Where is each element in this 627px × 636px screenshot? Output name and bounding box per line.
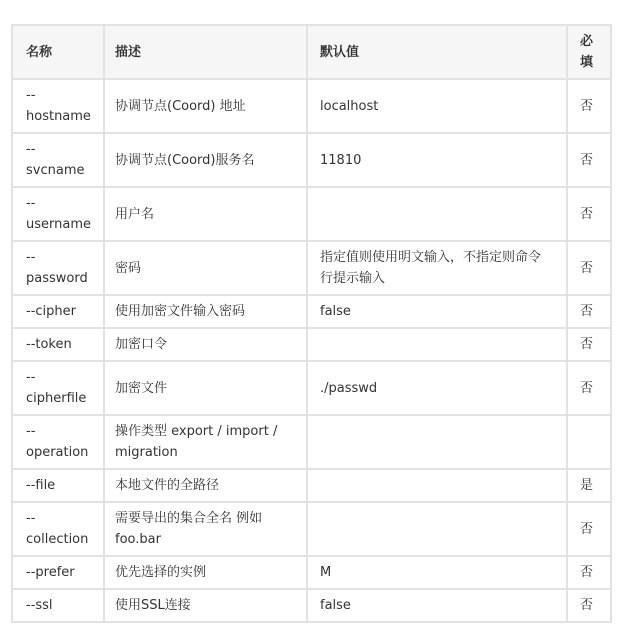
param-name: --username [26,196,91,232]
header-name-cell [12,25,104,79]
param-description-cell [104,241,307,295]
table-row [12,79,611,133]
param-description-cell [104,415,307,469]
param-default: 指定值则使用明文输入，不指定则命令行提示输入 [320,250,542,286]
param-required-cell [567,241,611,295]
param-default: localhost [320,98,379,114]
param-default [320,204,548,225]
param-name-cell [12,295,104,328]
param-description: 加密口令 [115,337,168,352]
param-required: 否 [580,152,594,168]
param-name-cell [12,589,104,622]
param-description: 协调节点(Coord) 地址 [115,98,246,114]
param-default: M [320,565,332,580]
param-name: --svcname [26,142,85,178]
param-name-cell [12,556,104,589]
param-name: --prefer [26,565,75,580]
param-name-cell [12,328,104,361]
param-description: 使用SSL连接 [115,598,191,613]
table-row [12,415,611,469]
table-row [12,502,611,556]
param-required: 否 [580,521,594,537]
table-row [12,556,611,589]
table-row [12,241,611,295]
param-description: 协调节点(Coord)服务名 [115,152,255,168]
header-name: 名称 [26,44,53,60]
param-default [320,475,548,496]
param-name: --cipherfile [26,370,87,406]
param-name: --cipher [26,304,76,319]
param-name-cell [12,469,104,502]
param-description: 密码 [115,260,142,276]
param-required: 否 [580,206,594,222]
param-description-cell [104,328,307,361]
param-default: false [320,304,351,319]
param-required: 否 [580,380,594,396]
param-description-cell [104,502,307,556]
header-default: 默认值 [320,44,360,60]
param-required: 否 [580,565,594,580]
param-name-cell [12,187,104,241]
param-default: 11810 [320,152,362,168]
param-default: false [320,598,351,613]
param-description-cell [104,361,307,415]
param-name-cell [12,79,104,133]
param-name: --token [26,337,72,352]
param-default-cell [307,556,567,589]
param-description-cell [104,556,307,589]
param-default-cell [307,133,567,187]
param-description-cell [104,133,307,187]
table-row [12,295,611,328]
param-default: ./passwd [320,380,378,396]
param-name-cell [12,415,104,469]
param-description: 需要导出的集合全名 例如 foo.bar [115,511,263,547]
param-name: --collection [26,511,89,547]
param-default-cell [307,589,567,622]
table-row [12,328,611,361]
param-default [320,334,548,355]
param-name-cell [12,361,104,415]
param-name-cell [12,133,104,187]
table-body [12,79,611,622]
param-default [320,519,548,540]
header-description-cell [104,25,307,79]
param-description-cell [104,79,307,133]
param-required: 否 [580,260,594,276]
param-required-cell [567,79,611,133]
param-required: 否 [580,98,594,114]
parameters-table [11,24,612,623]
param-required-cell [567,415,611,469]
param-description-cell [104,469,307,502]
param-required-cell [567,502,611,556]
param-required-cell [567,133,611,187]
param-required-cell [567,589,611,622]
param-name: --hostname [26,88,91,124]
param-default [320,432,548,453]
param-name: --operation [26,424,89,460]
header-description: 描述 [115,44,142,60]
header-required-cell [567,25,611,79]
param-required: 否 [580,598,594,613]
param-description-cell [104,589,307,622]
header-default-cell [307,25,567,79]
param-default-cell [307,361,567,415]
param-required: 是 [580,478,594,493]
param-description: 加密文件 [115,380,168,396]
param-name-cell [12,241,104,295]
param-default-cell [307,79,567,133]
param-name: --file [26,478,56,493]
param-description: 使用加密文件输入密码 [115,304,246,319]
param-required-cell [567,328,611,361]
table-row [12,361,611,415]
param-required-cell [567,187,611,241]
param-description: 优先选择的实例 [115,565,207,580]
table-row [12,469,611,502]
param-description-cell [104,295,307,328]
param-default-cell [307,415,567,469]
param-description: 本地文件的全路径 [115,478,220,493]
param-required-cell [567,556,611,589]
param-required-cell [567,361,611,415]
param-required [580,432,596,453]
param-required-cell [567,295,611,328]
param-description: 操作类型 export / import / migration [115,424,278,460]
param-default-cell [307,502,567,556]
header-required: 必填 [580,34,594,70]
param-default-cell [307,469,567,502]
table-header-row [12,25,611,79]
table-row [12,133,611,187]
table-row [12,187,611,241]
param-description: 用户名 [115,206,155,222]
param-default-cell [307,328,567,361]
table-header [12,25,611,79]
param-required: 否 [580,337,594,352]
param-required-cell [567,469,611,502]
param-name: --ssl [26,598,53,613]
param-default-cell [307,295,567,328]
param-default-cell [307,187,567,241]
param-name-cell [12,502,104,556]
table-row [12,589,611,622]
param-default-cell [307,241,567,295]
param-description-cell [104,187,307,241]
param-required: 否 [580,304,594,319]
param-name: --password [26,250,88,286]
